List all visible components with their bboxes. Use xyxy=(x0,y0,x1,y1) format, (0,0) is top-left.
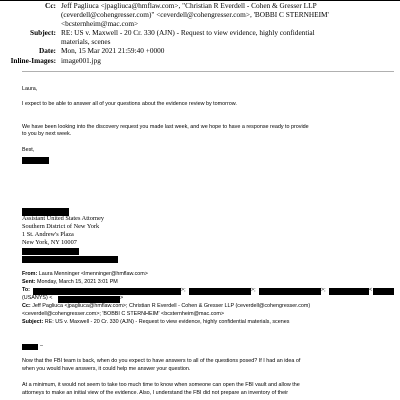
quoted-paragraph-2-line-1: At a minimum, it would not seem to take too much time to know when someone can open the FBI vault and allow the xyxy=(22,382,300,388)
quoted-from-row xyxy=(22,271,394,279)
header-inline-images-label: Inline-Images: xyxy=(10,56,56,65)
redaction-to-recipient-5 xyxy=(373,288,394,295)
quoted-to-separator-2: >; xyxy=(251,287,256,293)
header-cc-line2: (ceverdell@cohengresser.com)" <ceverdell@cohengresser.com>, 'BOBBI C STERNHEIM' xyxy=(61,10,329,19)
quoted-to-label: To: xyxy=(22,287,30,293)
quoted-to-separator-1: >; xyxy=(181,287,186,293)
redaction-to-recipient-6 xyxy=(58,296,120,303)
quoted-to-separator-4: < xyxy=(369,287,373,293)
quoted-cc-row-2: <ceverdell@cohengresser.com>; 'BOBBI C STERNHEIM' <bcsternheim@mac.com> xyxy=(22,311,225,317)
header-subject-line2: materials, scenes xyxy=(61,37,111,46)
quoted-sent-row xyxy=(22,279,394,287)
reply-greeting: Laura, xyxy=(22,86,38,92)
signature-title: Assistant United States Attorney xyxy=(22,215,105,222)
quoted-from-value: Laura Menninger <lmenninger@hmflaw.com> xyxy=(38,271,148,277)
reply-paragraph-1: I expect to be able to answer all of your questions about the evidence review by tomorrow. xyxy=(22,101,237,107)
quoted-paragraph-1-line-1: Now that the FBI team is back, when do you expect to have answers to all of the questions posed? If I had an idea of xyxy=(22,358,301,364)
redaction-sender-name xyxy=(22,157,49,164)
header-cc-label: Cc: xyxy=(45,1,56,10)
redaction-to-recipient-2 xyxy=(189,288,251,295)
header-cc-line1: Jeff Pagliuca <jpagliuca@hmflaw.com>, "Christian R Everdell - Cohen & Gresser LLP xyxy=(61,1,317,10)
quoted-to-separator-3: >; xyxy=(321,287,326,293)
quoted-from-label: From: xyxy=(22,271,38,277)
redaction-to-recipient-3 xyxy=(259,288,321,295)
signature-address-2: New York, NY 10007 xyxy=(22,239,77,246)
redaction-signature-email xyxy=(22,256,118,263)
redaction-signature-phone xyxy=(22,248,79,255)
quoted-sent-value: Monday, March 15, 2021 3:01 PM xyxy=(36,279,118,285)
header-cc-line3: <bcsternheim@mac.com> xyxy=(61,19,139,28)
quoted-cc-line1: Jeff Pagliuca <jpagliuca@hmflaw.com>; Christian R Everdell - Cohen & Gresser LLP (ceverdell@cohengresser.com) xyxy=(32,303,311,309)
quoted-cc-label: Cc: xyxy=(22,303,31,309)
signature-address-1: 1 St. Andrew's Plaza xyxy=(22,231,74,238)
header-subject-label: Subject: xyxy=(30,28,56,37)
header-inline-images-value: image001.jpg xyxy=(61,56,101,65)
quoted-cc-row xyxy=(22,303,394,311)
reply-signoff: Best, xyxy=(22,147,35,153)
quoted-subject-label: Subject: xyxy=(22,319,44,325)
quoted-paragraph-1-line-2: when you would have answers, it could help me answer your question. xyxy=(22,366,191,372)
redaction-quoted-greeting-name xyxy=(22,344,38,350)
quoted-greeting-suffix: – xyxy=(40,343,43,349)
signature-office: Southern District of New York xyxy=(22,223,100,230)
quoted-to-line2-end: > xyxy=(120,295,124,301)
redaction-to-recipient-1 xyxy=(33,288,181,295)
reply-paragraph-2-line-2: to you by next week. xyxy=(22,131,72,137)
header-divider xyxy=(22,71,394,72)
quoted-to-line2: (USANYS) < xyxy=(22,295,53,301)
quoted-paragraph-2-line-2: attorneys to make an initial view of the evidence. Also, I understand the FBI did not prepare an inventory of their xyxy=(22,390,289,396)
header-subject-line1: RE: US v. Maxwell - 20 Cr. 330 (AJN) - Request to view evidence, highly confidential xyxy=(61,28,315,37)
quoted-subject-row xyxy=(22,319,394,327)
header-date-value: Mon, 15 Mar 2021 21:59:40 +0000 xyxy=(61,46,165,55)
quoted-subject-value: RE: US v. Maxwell - 20 Cr. 330 (AJN) - Request to view evidence, highly confidential materials, scenes xyxy=(44,319,290,325)
header-date-label: Date: xyxy=(38,46,56,55)
redaction-to-recipient-4 xyxy=(329,288,369,295)
reply-paragraph-2-line-1: We have been looking into the discovery request you made last week, and we hope to have a response ready to provide xyxy=(22,124,309,130)
quoted-sent-label: Sent: xyxy=(22,279,36,285)
